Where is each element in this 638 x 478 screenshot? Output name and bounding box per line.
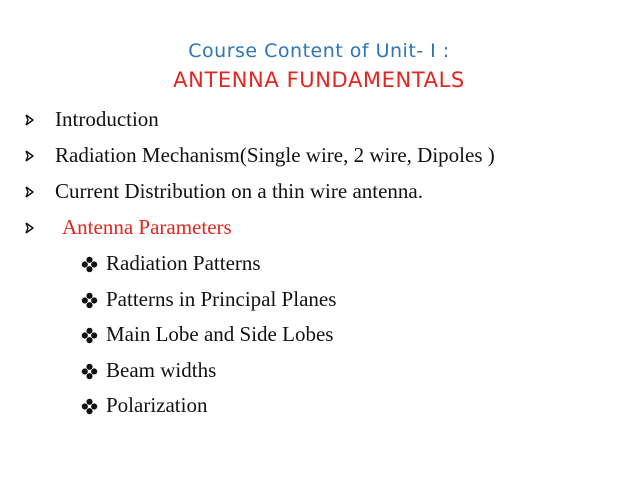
arrow-bullet-icon xyxy=(22,113,36,127)
sub-bullet-text: Main Lobe and Side Lobes xyxy=(106,322,334,346)
diamond-bullet-icon xyxy=(81,398,98,415)
sub-bullet-text: Polarization xyxy=(106,393,208,417)
arrow-bullet-icon xyxy=(22,185,36,199)
bullet-text: Antenna Parameters xyxy=(62,215,232,239)
diamond-bullet-icon xyxy=(81,363,98,380)
bullet-text: Current Distribution on a thin wire antenna. xyxy=(55,179,424,203)
sub-bullet-text: Patterns in Principal Planes xyxy=(106,286,337,311)
sub-bullet-item-lobes xyxy=(0,319,638,355)
bullet-item-antenna-parameters xyxy=(0,212,638,248)
arrow-bullet-icon xyxy=(22,149,36,163)
diamond-bullet-icon xyxy=(81,256,98,273)
arrow-bullet-icon xyxy=(22,221,36,235)
diamond-bullet-icon xyxy=(81,292,98,309)
bullet-item-current-distribution xyxy=(0,176,638,212)
bullet-text: Introduction xyxy=(55,107,159,131)
diamond-bullet-icon xyxy=(81,327,98,344)
sub-bullet-text: Radiation Patterns xyxy=(106,251,261,275)
bullet-text: Radiation Mechanism(Single wire, 2 wire, Dipoles ) xyxy=(55,143,495,167)
bullet-item-radiation-mechanism xyxy=(0,140,638,176)
slide-title xyxy=(0,38,638,94)
bullet-list xyxy=(0,104,638,426)
sub-bullet-item-radiation-patterns xyxy=(0,248,638,284)
unit-title: ANTENNA FUNDAMENTALS xyxy=(173,68,465,92)
sub-bullet-text: Beam widths xyxy=(106,357,217,382)
bullet-item-introduction xyxy=(0,104,638,140)
sub-bullet-item-beam-widths xyxy=(0,355,638,391)
course-content-heading: Course Content of Unit- I : xyxy=(188,40,450,62)
sub-bullet-item-principal-planes xyxy=(0,284,638,320)
sub-bullet-item-polarization xyxy=(0,390,638,426)
